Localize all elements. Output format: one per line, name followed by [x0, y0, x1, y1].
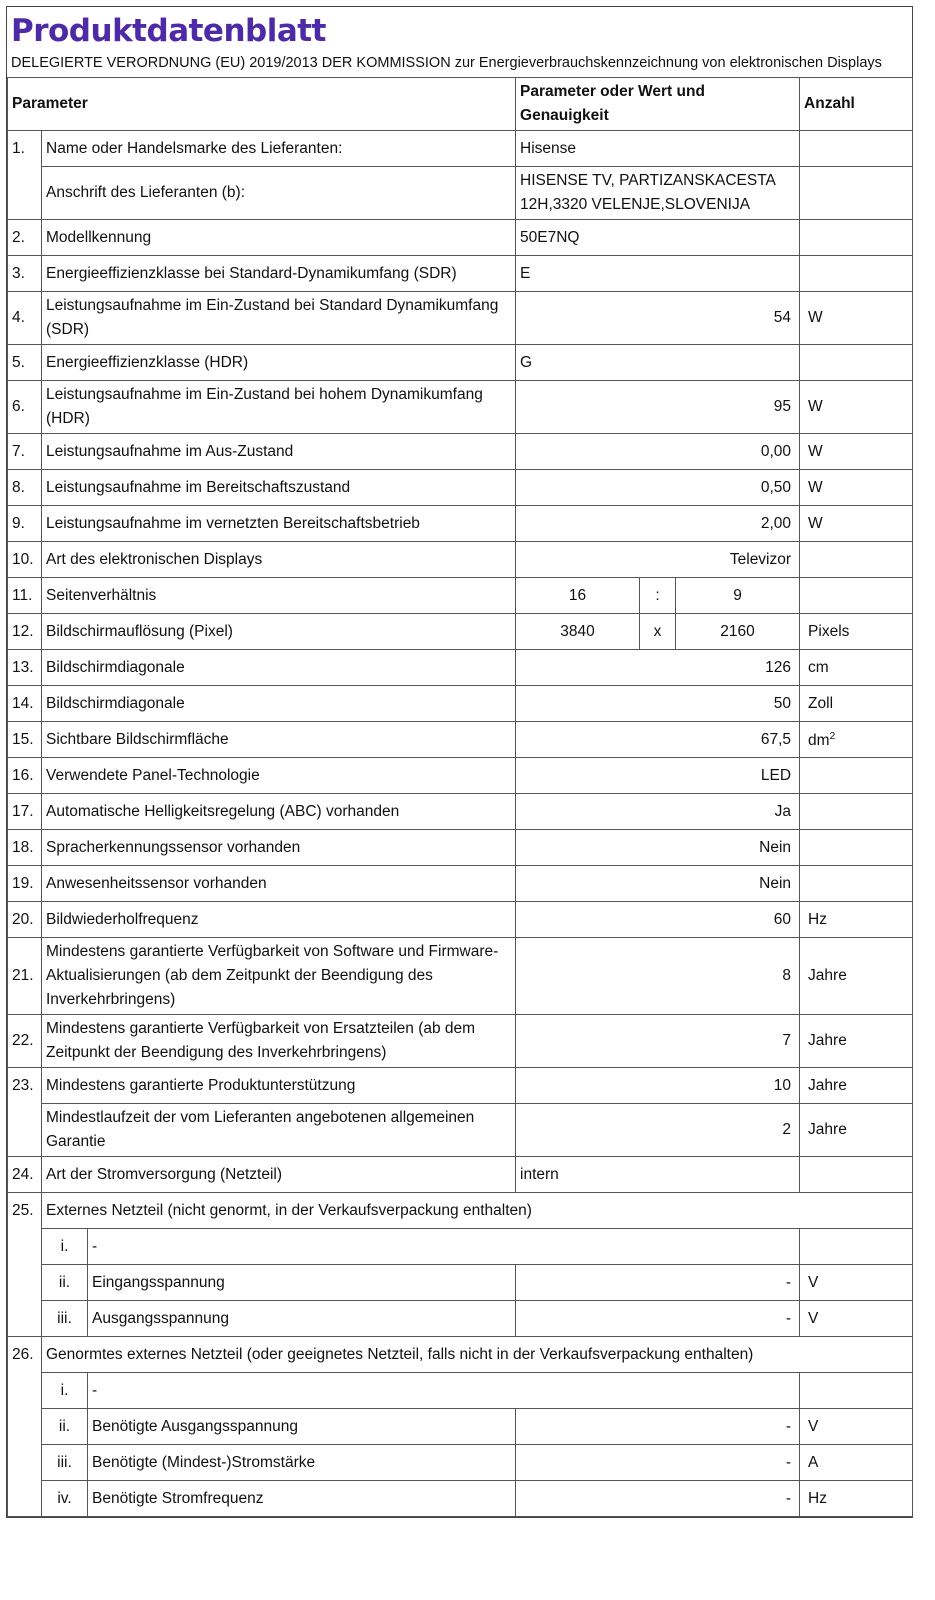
table-row: 1. Name oder Handelsmarke des Lieferanten: Hisense	[8, 131, 913, 167]
table-subrow: i. -	[8, 1229, 913, 1265]
table-row: 22. Mindestens garantierte Verfügbarkeit von Ersatzteilen (ab dem Zeitpunkt der Beendigung des Inverkehrbringens) 7 Jahre	[8, 1015, 913, 1068]
table-subrow: iii. Ausgangsspannung - V	[8, 1301, 913, 1337]
table-header-row	[8, 78, 913, 131]
table-row: 8. Leistungsaufnahme im Bereitschaftszustand 0,50 W	[8, 470, 913, 506]
table-subrow: iv. Benötigte Stromfrequenz - Hz	[8, 1481, 913, 1517]
table-row: 9. Leistungsaufnahme im vernetzten Bereitschaftsbetrieb 2,00 W	[8, 506, 913, 542]
regulation-subtitle: DELEGIERTE VERORDNUNG (EU) 2019/2013 DER KOMMISSION zur Energieverbrauchskennzeichnung von elektronischen Displays	[11, 55, 882, 71]
table-row: 15. Sichtbare Bildschirmfläche 67,5 $dm^2$	[8, 722, 913, 758]
header-unit: Anzahl	[800, 78, 913, 131]
table-subrow: ii. Eingangsspannung - V	[8, 1265, 913, 1301]
table-row: 11. Seitenverhältnis 16 : 9	[8, 578, 913, 614]
table-row: 20. Bildwiederholfrequenz 60 Hz	[8, 902, 913, 938]
table-row: 13. Bildschirmdiagonale 126 cm	[8, 650, 913, 686]
product-data-sheet	[6, 6, 913, 1518]
table-row: Anschrift des Lieferanten (b): HISENSE TV, PARTIZANSKACESTA 12H,3320 VELENJE,SLOVENIJA	[8, 167, 913, 220]
table-subrow: iii. Benötigte (Mindest-)Stromstärke - A	[8, 1445, 913, 1481]
table-subrow: i. -	[8, 1373, 913, 1409]
header-value: Parameter oder Wert und Genauigkeit	[516, 78, 800, 131]
table-row: 5. Energieeffizienzklasse (HDR) G	[8, 345, 913, 381]
table-row: 19. Anwesenheitssensor vorhanden Nein	[8, 866, 913, 902]
data-table	[7, 77, 913, 1517]
table-row: 23. Mindestens garantierte Produktunterstützung 10 Jahre	[8, 1068, 913, 1104]
table-row: 4. Leistungsaufnahme im Ein-Zustand bei Standard Dynamikumfang (SDR) 54 W	[8, 292, 913, 345]
page-title: Produktdatenblatt	[11, 13, 326, 49]
table-row: 24. Art der Stromversorgung (Netzteil) intern	[8, 1157, 913, 1193]
table-row: 17. Automatische Helligkeitsregelung (ABC) vorhanden Ja	[8, 794, 913, 830]
table-row: 2. Modellkennung 50E7NQ	[8, 220, 913, 256]
table-row: 18. Spracherkennungssensor vorhanden Nein	[8, 830, 913, 866]
table-row: 26. Genormtes externes Netzteil (oder geeignetes Netzteil, falls nicht in der Verkaufsverpackung enthalten)	[8, 1337, 913, 1373]
table-row: 6. Leistungsaufnahme im Ein-Zustand bei hohem Dynamikumfang (HDR) 95 W	[8, 381, 913, 434]
table-row: 14. Bildschirmdiagonale 50 Zoll	[8, 686, 913, 722]
table-row: 21. Mindestens garantierte Verfügbarkeit von Software und Firmware-Aktualisierungen (ab dem Zeitpunkt der Beendigung des Inverkehrbringens) 8 Jahre	[8, 938, 913, 1015]
table-row: 10. Art des elektronischen Displays Televizor	[8, 542, 913, 578]
table-row: 7. Leistungsaufnahme im Aus-Zustand 0,00 W	[8, 434, 913, 470]
table-row: Mindestlaufzeit der vom Lieferanten angebotenen allgemeinen Garantie 2 Jahre	[8, 1104, 913, 1157]
table-row: 12. Bildschirmauflösung (Pixel) 3840 x 2160 Pixels	[8, 614, 913, 650]
table-row: 25. Externes Netzteil (nicht genormt, in der Verkaufsverpackung enthalten)	[8, 1193, 913, 1229]
table-row: 3. Energieeffizienzklasse bei Standard-Dynamikumfang (SDR) E	[8, 256, 913, 292]
table-row: 16. Verwendete Panel-Technologie LED	[8, 758, 913, 794]
table-subrow: ii. Benötigte Ausgangsspannung - V	[8, 1409, 913, 1445]
header-parameter: Parameter	[8, 78, 516, 131]
